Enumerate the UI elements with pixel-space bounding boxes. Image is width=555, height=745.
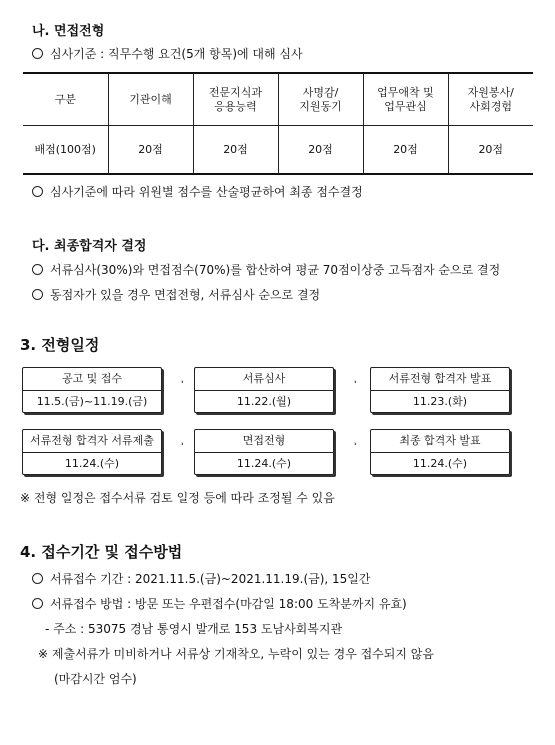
schedule-step-label: 서류심사 — [195, 368, 333, 391]
schedule-step-date: 11.24.(수) — [64, 457, 120, 470]
schedule-step-date: 11.5.(금)~11.19.(금) — [36, 395, 148, 408]
schedule-separator: ˒ — [354, 438, 358, 451]
application-warning: ※ 제출서류가 미비하거나 서류상 기재착오, 누락이 있는 경우 접수되지 않음 — [38, 647, 434, 661]
bullet-circle-icon — [32, 264, 43, 275]
table-header-cell: 전문지식과 응용능력 — [193, 73, 278, 126]
schedule-separator: ˒ — [181, 376, 185, 389]
schedule-separator: ˒ — [181, 438, 185, 451]
table-header-cell: 업무애착 및 업무관심 — [363, 73, 448, 126]
application-period-text: 서류접수 기간 : 2021.11.5.(금)~2021.11.19.(금), 15일간 — [50, 572, 371, 586]
final-item — [32, 286, 320, 303]
interview-note-text: 심사기준에 따라 위원별 점수를 산술평균하여 최종 점수결정 — [50, 185, 363, 199]
application-address: - 주소 : 53075 경남 통영시 발개로 153 도남사회복지관 — [45, 622, 343, 636]
schedule-step-box — [194, 367, 334, 413]
schedule-step-box — [22, 367, 162, 413]
application-method-text: 서류접수 방법 : 방문 또는 우편접수(마감일 18:00 도착분까지 유효) — [50, 597, 407, 611]
interview-criteria — [32, 45, 303, 62]
table-cell: 20점 — [363, 126, 448, 175]
bullet-circle-icon — [32, 48, 43, 59]
schedule-step-label: 최종 합격자 발표 — [371, 430, 509, 453]
schedule-note: ※ 전형 일정은 접수서류 검토 일정 등에 따라 조정될 수 있음 — [20, 491, 335, 505]
schedule-step-box — [194, 429, 334, 475]
schedule-step-label: 공고 및 접수 — [23, 368, 161, 391]
interview-heading: 나. 면접전형 — [32, 24, 105, 39]
schedule-step-date: 11.24.(수) — [412, 457, 468, 470]
final-item — [32, 261, 500, 278]
schedule-step-date: 11.24.(수) — [236, 457, 292, 470]
final-heading: 다. 최종합격자 결정 — [32, 239, 147, 254]
table-cell: 20점 — [448, 126, 533, 175]
application-method — [32, 595, 407, 612]
bullet-circle-icon — [32, 598, 43, 609]
schedule-step-box — [370, 367, 510, 413]
schedule-step-label: 서류전형 합격자 서류제출 — [23, 430, 161, 453]
application-period — [32, 570, 371, 587]
schedule-step-label: 서류전형 합격자 발표 — [371, 368, 509, 391]
schedule-step-date: 11.23.(화) — [412, 395, 468, 408]
schedule-step-label: 면접전형 — [195, 430, 333, 453]
schedule-step-box — [22, 429, 162, 475]
bullet-circle-icon — [32, 573, 43, 584]
table-header-cell: 자원봉사/ 사회경험 — [448, 73, 533, 126]
table-header-cell: 기관이해 — [108, 73, 193, 126]
schedule-step-date: 11.22.(월) — [236, 395, 292, 408]
interview-score-table — [23, 72, 533, 175]
schedule-heading: 3. 전형일정 — [20, 336, 100, 354]
application-warning-sub: (마감시간 엄수) — [54, 672, 137, 686]
table-header-cell: 사명감/ 지원동기 — [278, 73, 363, 126]
table-cell: 20점 — [193, 126, 278, 175]
bullet-circle-icon — [32, 289, 43, 300]
final-item-text: 서류심사(30%)와 면접점수(70%)를 합산하여 평균 70점이상중 고득점자 순으로 결정 — [50, 263, 501, 277]
bullet-circle-icon — [32, 186, 43, 197]
interview-criteria-text: 심사기준 : 직무수행 요건(5개 항목)에 대해 심사 — [50, 47, 303, 61]
table-cell: 20점 — [278, 126, 363, 175]
table-header-row — [23, 73, 533, 126]
application-heading: 4. 접수기간 및 접수방법 — [20, 543, 183, 561]
schedule-separator: ˒ — [354, 376, 358, 389]
table-row — [23, 126, 533, 175]
table-cell: 20점 — [108, 126, 193, 175]
final-item-text: 동점자가 있을 경우 면접전형, 서류심사 순으로 결정 — [50, 288, 321, 302]
schedule-step-box — [370, 429, 510, 475]
table-header-cell: 구분 — [23, 73, 108, 126]
interview-note — [32, 183, 363, 200]
table-row-label: 배점(100점) — [23, 126, 108, 175]
